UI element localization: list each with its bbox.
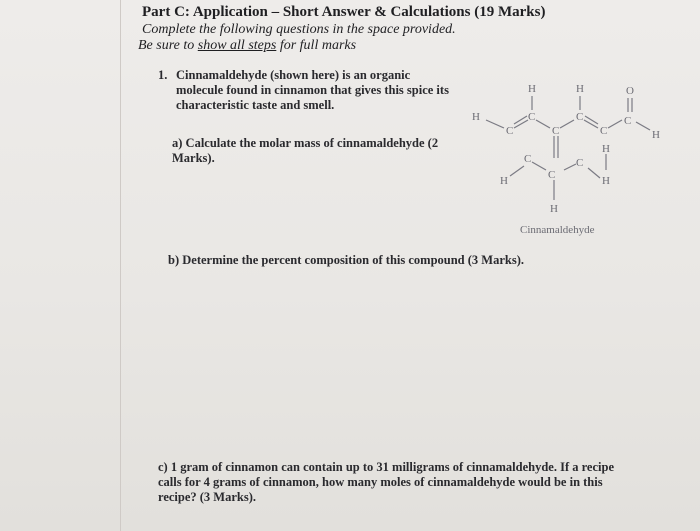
question-1c: c) 1 gram of cinnamon can contain up to 31 milligrams of cinnamaldehyde. If a recipe calls for 4 grams of cinnamon, how many moles of cinnamaldehyde would be in this recipe? (3 Marks). — [158, 460, 614, 504]
atom-c1: C — [506, 125, 514, 137]
instruction-emphasis: show all steps — [197, 38, 277, 53]
bond-c7-c9 — [564, 164, 576, 170]
atom-h2: H — [576, 83, 584, 95]
bond-c2-c3 — [536, 120, 550, 128]
atom-c8: C — [524, 153, 532, 165]
atom-h4: H — [500, 175, 508, 187]
question-1a: a) Calculate the molar mass of cinnamaldehyde (2 Marks). — [172, 136, 439, 165]
bond-c4-c5 — [584, 120, 598, 128]
atom-o: O — [626, 85, 634, 97]
atom-c4: C — [576, 111, 584, 123]
atom-h7: H — [550, 203, 558, 215]
atom-h-left: H — [472, 111, 480, 123]
atom-h6: H — [602, 143, 610, 155]
question-1-text: Cinnamaldehyde (shown here) is an organic molecule found in cinnamon that gives this spice its characteristic taste and smell. — [176, 68, 449, 112]
atom-h3: H — [652, 129, 660, 141]
cinnamaldehyde-structure — [470, 80, 695, 250]
atom-c2: C — [528, 111, 536, 123]
instruction-show-steps — [138, 38, 356, 54]
bond-c8-h — [510, 166, 524, 176]
bond-h-c1 — [486, 120, 504, 128]
atom-c6: C — [624, 115, 632, 127]
bond-c4-c5-double — [585, 116, 598, 124]
bond-c7-c8 — [532, 162, 546, 170]
instruction-complete: Complete the following questions in the space provided. — [142, 22, 456, 37]
instruction-suffix: for full marks — [276, 38, 357, 53]
atom-h1: H — [528, 83, 536, 95]
bond-c3-c4 — [560, 120, 574, 128]
instruction-prefix: Be sure to — [138, 38, 198, 53]
bond-c1-c2 — [514, 120, 528, 128]
atom-h5: H — [602, 175, 610, 187]
margin-line — [120, 0, 121, 531]
page-title: Part C: Application – Short Answer & Calculations (19 Marks) — [142, 4, 546, 20]
atom-c3: C — [552, 125, 560, 137]
atom-c5: C — [600, 125, 608, 137]
question-number: 1. — [158, 68, 168, 82]
atom-c9: C — [576, 157, 584, 169]
bond-c1-c2-double — [514, 116, 527, 124]
bond-c9-h — [588, 168, 600, 178]
question-1b: b) Determine the percent composition of this compound (3 Marks). — [168, 253, 524, 267]
bond-c6-h — [636, 122, 650, 130]
structure-caption: Cinnamaldehyde — [520, 224, 595, 236]
bond-c5-c6 — [608, 120, 622, 128]
atom-c7: C — [548, 169, 556, 181]
